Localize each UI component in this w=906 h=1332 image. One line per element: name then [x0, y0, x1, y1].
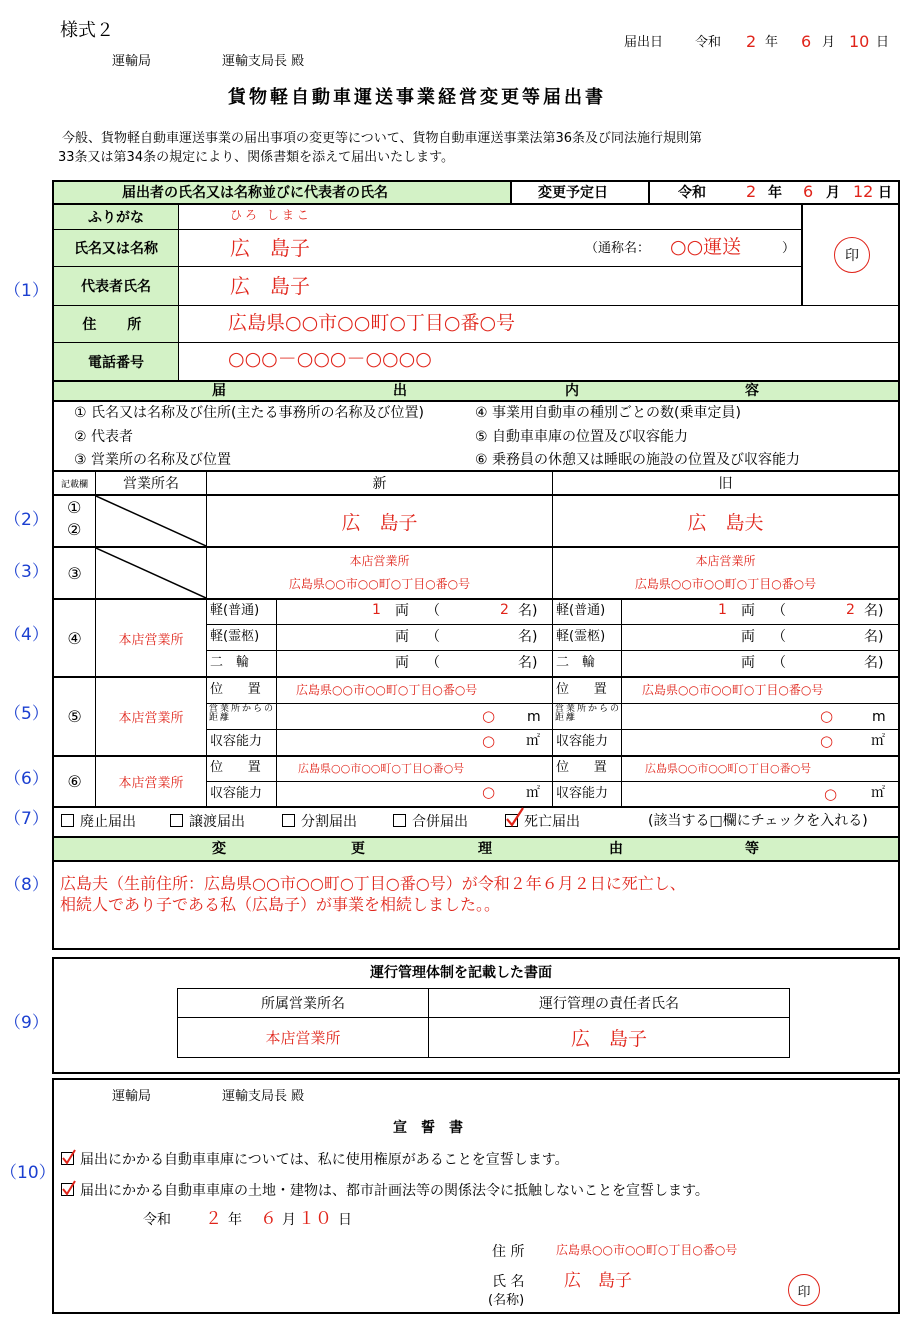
section-number-3: （3）	[4, 562, 49, 582]
change-month: 6	[803, 182, 814, 201]
row4-office[interactable]: 本店営業所	[118, 632, 184, 648]
row4-new-mei-3: 名)	[518, 655, 538, 671]
oath-address-label: 住 所	[492, 1244, 525, 1260]
applicant-heading: 届出者の氏名又は名称並びに代表者の氏名	[122, 185, 388, 201]
checkbox-death-checked[interactable]	[505, 814, 518, 827]
row4-new-mei-2: 名)	[518, 629, 538, 645]
row5-old-position[interactable]: 広島県○○市○○町○丁目○番○号	[642, 683, 824, 697]
row4-new-normal-cap[interactable]: 2	[500, 602, 509, 618]
oath-branch-chief: 運輸支局長 殿	[222, 1089, 305, 1104]
row6-new-position[interactable]: 広島県○○市○○町○丁目○番○号	[298, 762, 465, 775]
oath-item-1-text: 届出にかかる自動車車庫については、私に使用権原があることを宣誓します。	[80, 1152, 569, 1168]
oath-year[interactable]: ２	[205, 1209, 222, 1229]
change-year-unit: 年	[768, 185, 782, 201]
row3-mark: ③	[67, 563, 82, 583]
row6-new-capacity[interactable]: ○	[482, 783, 496, 801]
address-value[interactable]: 広島県○○市○○町○丁目○番○号	[228, 312, 516, 334]
section-number-4: （4）	[4, 625, 49, 645]
oath-seal-mark: 印	[788, 1274, 820, 1306]
row5-old-cap-label: 収容能力	[556, 734, 609, 749]
content-item-3: ③ 営業所の名称及び位置	[74, 452, 232, 468]
representative-value[interactable]: 広 島子	[230, 274, 310, 298]
notice-merger[interactable]	[393, 814, 468, 829]
section-number-9: （9）	[4, 1013, 49, 1033]
checkbox-oath-1[interactable]	[61, 1152, 74, 1165]
row6-old-cap-label: 収容能力	[556, 786, 609, 801]
row3-old-office[interactable]: 本店営業所	[695, 553, 756, 568]
row4-new-normal-count[interactable]: 1	[372, 602, 381, 618]
content-item-4: ④ 事業用自動車の種別ごとの数(乗車定員)	[475, 405, 741, 421]
content-header-1: 届	[212, 383, 226, 399]
row5-new-pos-label: 位 置	[210, 682, 267, 697]
row3-old-address[interactable]: 広島県○○市○○町○丁目○番○号	[634, 576, 817, 591]
oath-item-2-text: 届出にかかる自動車車庫の土地・建物は、都市計画法等の関係法令に抵触しないことを宣誓します。	[80, 1183, 709, 1199]
change-day: 12	[853, 182, 874, 201]
col-old: 旧	[718, 476, 733, 492]
col-record: 記載欄	[60, 479, 88, 490]
row3-new-address[interactable]: 広島県○○市○○町○丁目○番○号	[288, 576, 471, 591]
notice-month-unit: 月	[822, 35, 836, 50]
oath-name-label: 氏 名	[492, 1274, 525, 1290]
management-col-office: 所属営業所名	[261, 996, 345, 1012]
name-label: 氏名又は名称	[74, 241, 158, 257]
alias-close: ）	[782, 241, 796, 256]
checkbox-oath-2[interactable]	[61, 1183, 74, 1196]
row4-old-ryo-3: 両	[741, 655, 755, 671]
row5-new-unit-m: m	[527, 709, 541, 725]
intro-line-1: 今般、貨物軽自動車運送事業の届出事項の変更等について、貨物自動車運送事業法第36条及び同法施行規則第	[62, 131, 703, 146]
col-office: 営業所名	[123, 476, 179, 492]
bureau-label: 運輸局	[112, 54, 152, 69]
notice-month: 6	[801, 32, 812, 51]
form-number: 様式２	[60, 20, 114, 41]
content-header-2: 出	[393, 383, 407, 399]
notice-year: 2	[746, 32, 757, 51]
content-item-1: ① 氏名又は名称及び住所(主たる事務所の名称及び位置)	[74, 405, 424, 421]
row12-mark-1: ①	[67, 498, 82, 517]
management-title: 運行管理体制を記載した書面	[370, 965, 552, 981]
section-number-2: （2）	[4, 510, 49, 530]
content-header-3: 内	[565, 383, 579, 399]
notice-death-label: 死亡届出	[524, 814, 580, 830]
notice-instruction: (該当する□欄にチェックを入れる)	[648, 813, 868, 829]
content-header-4: 容	[745, 383, 759, 399]
row5-old-distance[interactable]: ○	[820, 707, 834, 725]
oath-era: 令和	[143, 1212, 171, 1228]
row5-office[interactable]: 本店営業所	[118, 711, 184, 726]
section-number-6: （6）	[4, 769, 49, 789]
row6-new-cap-label: 収容能力	[210, 786, 263, 801]
content-item-5: ⑤ 自動車車庫の位置及び収容能力	[475, 429, 689, 445]
row4-old-ryo-2: 両	[741, 629, 755, 645]
checkbox-split[interactable]	[282, 814, 295, 827]
management-office[interactable]: 本店営業所	[265, 1029, 341, 1047]
row5-mark: ⑤	[67, 707, 82, 726]
row4-mark: ④	[67, 628, 82, 648]
oath-name-sub: (名称)	[488, 1293, 525, 1308]
section-number-7: （7）	[4, 809, 49, 829]
check-mark-icon	[61, 1149, 77, 1166]
row4-new-label-hearse: 軽(霊柩)	[210, 629, 260, 644]
row4-old-paren-1: （	[772, 603, 786, 619]
row5-new-dist-label: 営業所からの距離	[209, 704, 276, 724]
content-item-6: ⑥ 乗務員の休憩又は睡眠の施設の位置及び収容能力	[475, 452, 800, 468]
slash-lines	[96, 496, 206, 598]
row4-old-normal-count[interactable]: 1	[718, 602, 727, 618]
document-title: 貨物軽自動車運送事業経営変更等届出書	[228, 87, 606, 108]
row5-new-capacity[interactable]: ○	[482, 732, 496, 750]
row12-mark-2: ②	[67, 520, 82, 539]
row4-old-mei-3: 名)	[864, 655, 884, 671]
furigana-label: ふりがな	[88, 210, 144, 226]
row4-new-mei-1: 名)	[518, 603, 538, 619]
row4-new-paren-2: （	[426, 629, 440, 645]
notice-era: 令和	[695, 35, 722, 50]
notice-abolition-label: 廃止届出	[80, 814, 136, 830]
row6-old-position[interactable]: 広島県○○市○○町○丁目○番○号	[645, 762, 812, 775]
oath-title: 宣 誓 書	[393, 1120, 463, 1136]
row4-old-normal-cap[interactable]: 2	[846, 602, 855, 618]
change-date-label: 変更予定日	[538, 185, 608, 201]
reason-text-line-1[interactable]: 広島夫（生前住所：広島県○○市○○町○丁目○番○号）が令和２年６月２日に死亡し、	[60, 874, 686, 893]
row6-old-capacity[interactable]: ○	[824, 785, 838, 803]
oath-day-unit: 日	[338, 1212, 352, 1228]
reason-text-line-2[interactable]: 相続人であり子である私（広島子）が事業を相続しました。。	[60, 895, 501, 914]
phone-value[interactable]: ○○○－○○○－○○○○	[228, 348, 432, 370]
oath-day[interactable]: １０	[298, 1209, 332, 1229]
oath-name[interactable]: 広 島子	[564, 1271, 632, 1291]
row4-old-label-bike: 二 輪	[556, 655, 596, 670]
check-mark-icon	[505, 807, 525, 829]
row5-new-cap-label: 収容能力	[210, 734, 263, 749]
oath-item-2[interactable]	[61, 1183, 709, 1198]
row4-old-label-normal: 軽(普通)	[556, 603, 606, 618]
row4-new-label-bike: 二 輪	[210, 655, 250, 670]
content-item-2: ② 代表者	[74, 429, 134, 445]
notice-date-label: 届出日	[624, 35, 664, 50]
row4-new-ryo-3: 両	[395, 655, 409, 671]
row4-old-paren-2: （	[772, 629, 786, 645]
notice-death[interactable]	[505, 814, 580, 829]
row4-new-label-normal: 軽(普通)	[210, 603, 260, 618]
change-day-unit: 日	[878, 185, 892, 201]
oath-bureau: 運輸局	[112, 1089, 152, 1104]
management-manager[interactable]: 広 島子	[570, 1028, 647, 1050]
furigana-value[interactable]: ひろ しまこ	[230, 208, 312, 222]
reason-header-2: 更	[351, 841, 365, 857]
oath-month[interactable]: ６	[260, 1209, 277, 1229]
change-month-unit: 月	[826, 185, 840, 201]
row6-new-unit-m2: ㎡	[526, 785, 540, 801]
intro-line-2: 33条又は第34条の規定により、関係書類を添えて届出いたします。	[58, 150, 455, 165]
notice-transfer[interactable]	[170, 814, 245, 829]
address-label: 住 所	[82, 317, 150, 333]
representative-label: 代表者氏名	[81, 279, 151, 295]
reason-header-5: 等	[745, 841, 759, 857]
change-era: 令和	[678, 185, 706, 201]
section-number-10: （10）	[0, 1163, 56, 1183]
row5-new-unit-m2: ㎡	[526, 733, 540, 749]
row4-old-paren-3: （	[772, 655, 786, 671]
row4-new-ryo-1: 両	[395, 603, 409, 619]
row5-new-position[interactable]: 広島県○○市○○町○丁目○番○号	[296, 683, 478, 697]
management-col-manager: 運行管理の責任者氏名	[539, 996, 679, 1012]
row6-office[interactable]: 本店営業所	[118, 776, 184, 791]
row6-old-unit-m2: ㎡	[871, 785, 885, 801]
notice-day: 10	[849, 32, 870, 51]
row4-old-ryo-1: 両	[741, 603, 755, 619]
phone-label: 電話番号	[88, 354, 144, 371]
notice-split-label: 分割届出	[301, 814, 357, 830]
reason-header-3: 理	[478, 841, 492, 857]
checkbox-abolition[interactable]	[61, 814, 74, 827]
row5-old-unit-m2: ㎡	[871, 733, 885, 749]
check-mark-icon	[61, 1180, 77, 1197]
notice-day-unit: 日	[876, 35, 890, 50]
row5-old-capacity[interactable]: ○	[820, 732, 834, 750]
row6-old-pos-label: 位 置	[556, 760, 613, 775]
change-year: 2	[746, 182, 757, 201]
row3-new-office[interactable]: 本店営業所	[349, 553, 410, 568]
row4-new-ryo-2: 両	[395, 629, 409, 645]
alias-value[interactable]: ○○運送	[670, 236, 742, 258]
row6-mark: ⑥	[67, 772, 82, 791]
section-number-1: （1）	[4, 281, 49, 301]
row4-old-mei-1: 名)	[864, 603, 884, 619]
section-number-5: （5）	[4, 704, 49, 724]
row4-new-paren-3: （	[426, 655, 440, 671]
row12-old[interactable]: 広 島夫	[687, 511, 764, 534]
row5-new-distance[interactable]: ○	[482, 707, 496, 725]
notice-year-unit: 年	[765, 35, 779, 50]
oath-month-unit: 月	[282, 1212, 296, 1228]
reason-header-4: 由	[609, 841, 623, 857]
notice-transfer-label: 譲渡届出	[189, 814, 245, 830]
row5-old-pos-label: 位 置	[556, 682, 613, 697]
col-new: 新	[372, 476, 387, 492]
oath-year-unit: 年	[228, 1212, 242, 1228]
row5-old-unit-m: m	[872, 709, 886, 725]
row6-new-pos-label: 位 置	[210, 760, 267, 775]
section-number-8: （8）	[4, 875, 49, 895]
row5-old-dist-label: 営業所からの距離	[555, 704, 622, 724]
row4-old-mei-2: 名)	[864, 629, 884, 645]
oath-address[interactable]: 広島県○○市○○町○丁目○番○号	[556, 1243, 738, 1257]
alias-label: （通称名：	[585, 241, 651, 256]
row4-old-label-hearse: 軽(霊柩)	[556, 629, 606, 644]
reason-header-1: 変	[212, 841, 226, 857]
notice-split[interactable]	[282, 814, 357, 829]
row4-new-paren-1: （	[426, 603, 440, 619]
row12-new[interactable]: 広 島子	[341, 511, 418, 534]
name-value[interactable]: 広 島子	[230, 236, 310, 260]
oath-item-1[interactable]	[61, 1152, 569, 1167]
notice-merger-label: 合併届出	[412, 814, 468, 830]
checkbox-merger[interactable]	[393, 814, 406, 827]
notice-abolition[interactable]	[61, 814, 136, 829]
branch-chief-label: 運輸支局長 殿	[222, 54, 305, 69]
seal-mark: 印	[834, 237, 870, 273]
checkbox-transfer[interactable]	[170, 814, 183, 827]
